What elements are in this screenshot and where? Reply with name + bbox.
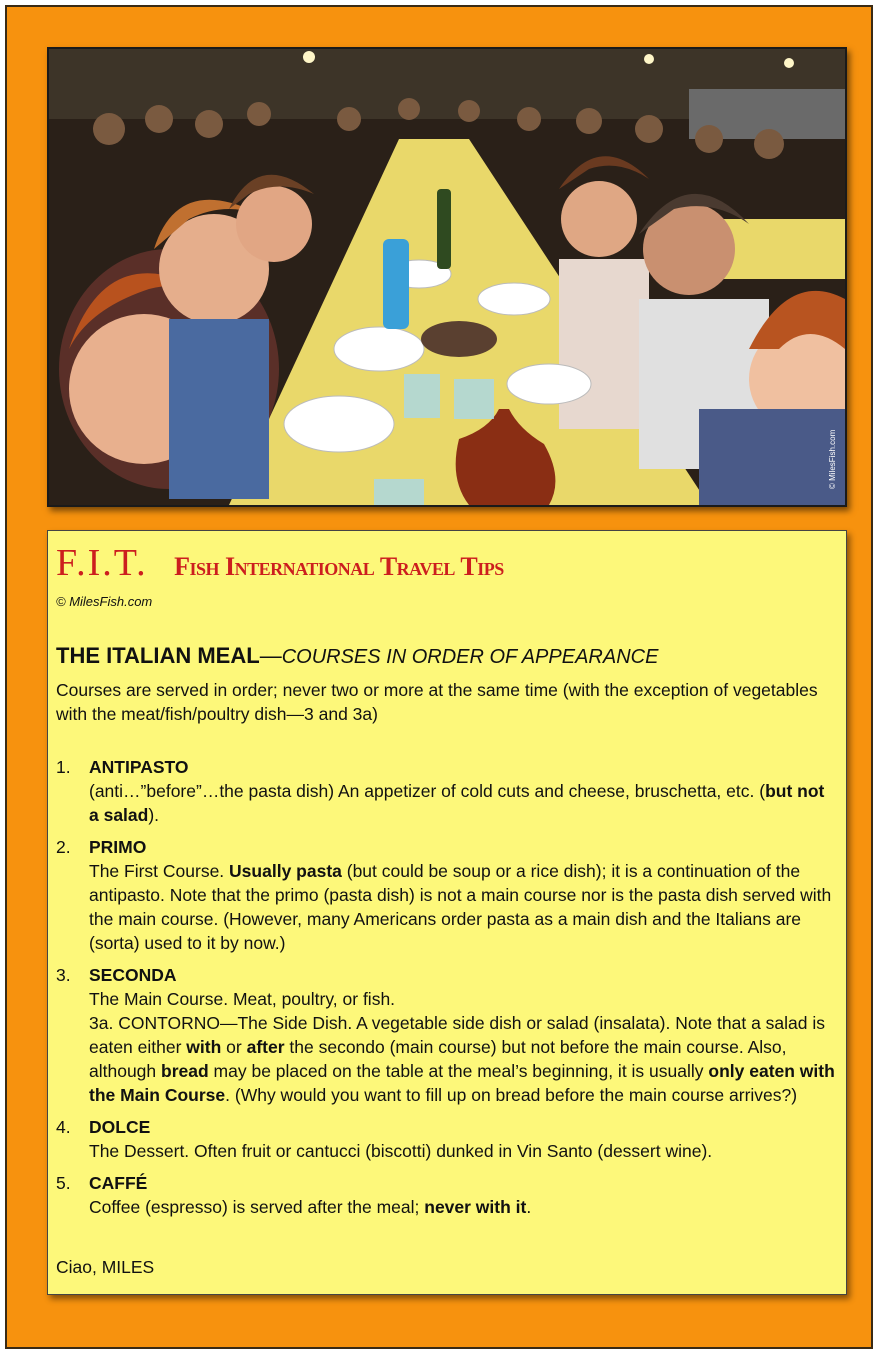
contorno-description: [89, 1011, 836, 1107]
desc-text: (but could be soup or a rice dish); it is a continuation of the antipasto. Note that the primo (pasta dish) is not a main course nor is the pasta dish served with the main course. (However, many Americans order pasta as a main dish and the Italians are (sorta) used to it by now.): [89, 861, 832, 953]
desc-emphasis: bread: [161, 1061, 209, 1081]
dinner-photo: [47, 47, 847, 507]
course-number: 3.: [56, 965, 71, 985]
desc-text: 3a. CONTORNO—The Side Dish. A vegetable side dish or salad (insalata). Note that a salad is eaten either: [89, 1013, 826, 1057]
course-item-primo: [56, 835, 836, 955]
course-number: 4.: [56, 1117, 71, 1137]
course-item-dolce: [56, 1115, 836, 1163]
desc-text: the secondo (main course) but not before the main course. Also, although: [89, 1037, 787, 1081]
course-name: PRIMO: [89, 837, 147, 857]
course-name: SECONDA: [89, 965, 177, 985]
course-name: CAFFÉ: [89, 1173, 148, 1193]
course-description: The Dessert. Often fruit or cantucci (biscotti) dunked in Vin Santo (dessert wine).: [89, 1141, 713, 1161]
desc-text: ).: [148, 805, 160, 825]
course-name: DOLCE: [89, 1117, 151, 1137]
desc-emphasis: but not a salad: [89, 781, 825, 825]
brand-header: [56, 541, 504, 585]
course-number: 1.: [56, 757, 71, 777]
signoff: Ciao, MILES: [56, 1257, 155, 1277]
title-main: THE ITALIAN MEAL: [56, 643, 260, 668]
desc-text: or: [221, 1037, 247, 1057]
page-title: [56, 643, 658, 669]
brand-initials: F.I.T.: [56, 542, 148, 584]
course-number: 5.: [56, 1173, 71, 1193]
course-item-antipasto: [56, 755, 836, 827]
desc-emphasis: only eaten with the Main Course: [89, 1061, 835, 1105]
desc-emphasis: Usually pasta: [229, 861, 342, 881]
course-description: [89, 859, 836, 955]
desc-text: .: [526, 1197, 532, 1217]
course-description: The Main Course. Meat, poultry, or fish.: [89, 989, 396, 1009]
desc-emphasis: after: [246, 1037, 285, 1057]
course-number: 2.: [56, 837, 71, 857]
desc-text: Coffee (espresso) is served after the meal;: [89, 1197, 425, 1217]
course-description: [89, 1195, 836, 1219]
desc-emphasis: never with it: [424, 1197, 527, 1217]
copyright-notice: © MilesFish.com: [56, 594, 153, 609]
course-item-caffe: [56, 1171, 836, 1219]
course-description: [89, 779, 836, 827]
course-list: [56, 755, 836, 1227]
intro-paragraph: Courses are served in order; never two or more at the same time (with the exception of vegetables with the meat/fish/poultry dish—3 and 3a): [56, 680, 818, 724]
travel-tip-card: [47, 530, 847, 1295]
desc-text: The First Course.: [89, 861, 230, 881]
course-name: ANTIPASTO: [89, 757, 189, 777]
brand-tagline: Fish International Travel Tips: [174, 552, 504, 581]
course-item-seconda: [56, 963, 836, 1107]
desc-emphasis: with: [186, 1037, 222, 1057]
title-separator: —: [259, 643, 282, 668]
title-subtitle: COURSES IN ORDER OF APPEARANCE: [281, 646, 659, 668]
desc-text: may be placed on the table at the meal’s beginning, it is usually: [208, 1061, 709, 1081]
orange-frame: [5, 5, 873, 1349]
desc-text: (anti…”before”…the pasta dish) An appetizer of cold cuts and cheese, bruschetta, etc. (: [89, 781, 766, 801]
photo-watermark: © MilesFish.com: [828, 429, 837, 489]
desc-text: . (Why would you want to fill up on bread before the main course arrives?): [225, 1085, 798, 1105]
